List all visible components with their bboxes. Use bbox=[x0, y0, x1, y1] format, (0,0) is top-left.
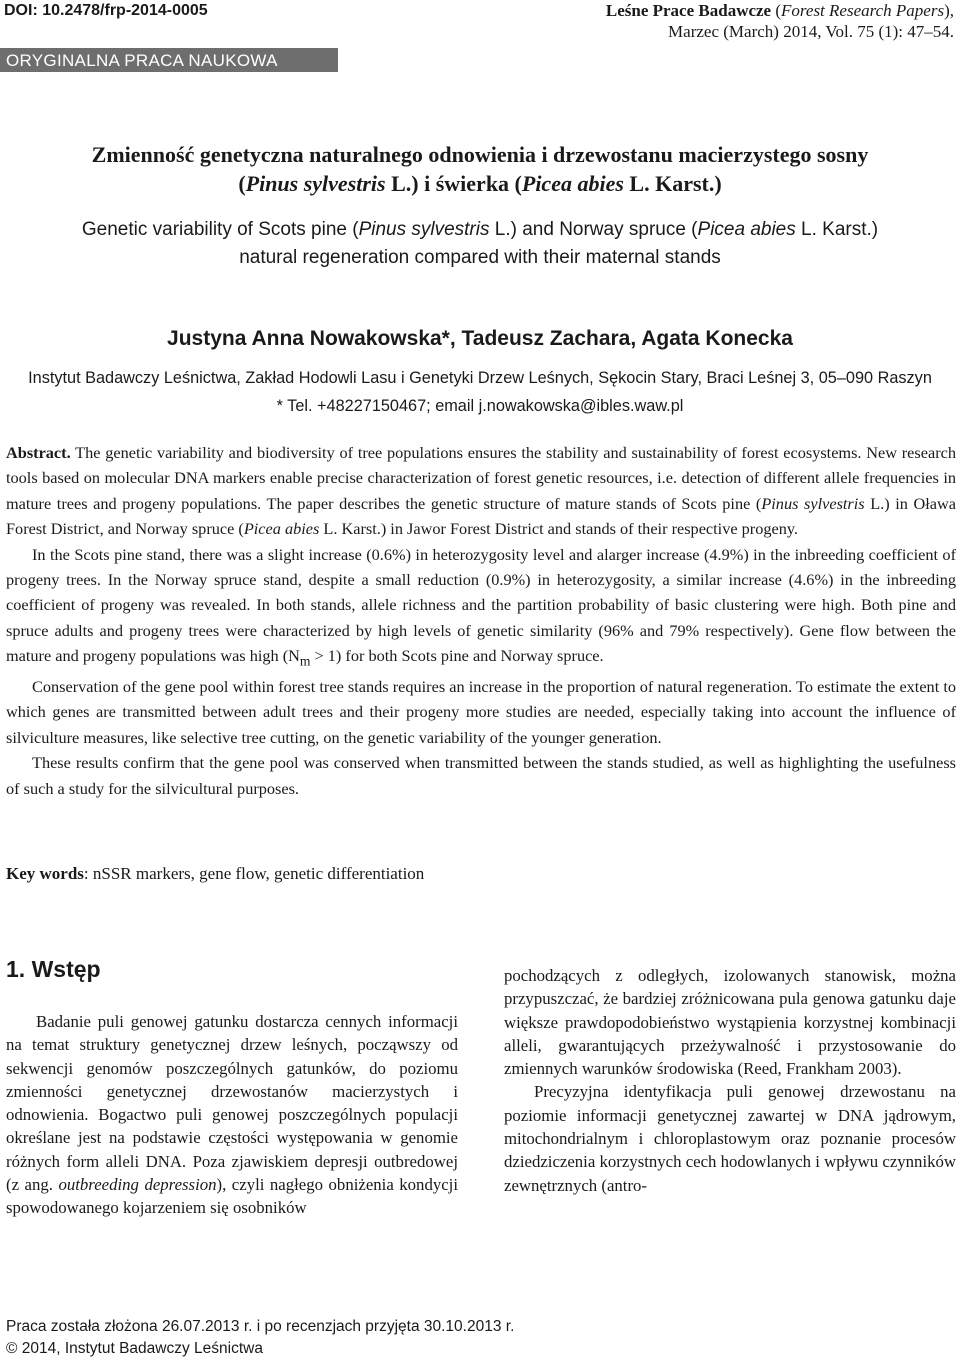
title-en-species-pine: Pinus sylvestris bbox=[358, 219, 490, 240]
title-english-line1 bbox=[0, 216, 960, 244]
abstract-paragraph: Conservation of the gene pool within forest tree stands requires an increase in the proportion of natural regeneration. To estimate the extent to which genes are transmitted between adult trees and their progeny more studies are needed, especially taking into account the influence of silviculture measures, like selective tree cutting, on the genetic variability of the younger generation. bbox=[6, 676, 956, 747]
abstract-paragraph: These results confirm that the gene pool was conserved when transmitted between the stands studied, as well as highlighting the usefulness of such a study for the silvicultural purposes. bbox=[6, 753, 956, 798]
affiliation-block bbox=[0, 364, 960, 420]
abstract-text: In the Scots pine stand, there was a slight increase (0.6%) in heterozygosity level and alarger increase (4.9%) in the inbreeding coefficient of progeny trees. In the Norway spruce stand, despite a small reduction (0.9%) in heterozygosity, a similar increase (4.6%) in the inbreeding coefficient of progeny was revealed. In both stands, allele richness and the partition probability of basic clustering were high. Both pine and spruce adults and progeny trees were characterized by high levels of genetic similarity (96% and 79% respectively). Gene flow between the mature and progeny populations was high (N bbox=[6, 544, 956, 666]
title-polish-line1: Zmienność genetyczna naturalnego odnowienia i drzewostanu macierzystego sosny bbox=[91, 142, 869, 167]
title-english-line2: natural regeneration compared with their maternal stands bbox=[239, 247, 721, 268]
title-pl-species-pine: Pinus sylvestris bbox=[245, 171, 386, 196]
title-en-text: L.) and Norway spruce ( bbox=[489, 219, 698, 240]
body-paragraph bbox=[6, 1010, 458, 1220]
title-en-species-spruce: Picea abies bbox=[697, 219, 796, 240]
journal-title-line: Leśne Prace Badawcze (Forest Research Papers), bbox=[605, 1, 954, 20]
keywords-text: : nSSR markers, gene flow, genetic differentiation bbox=[83, 864, 425, 883]
submission-dates: Praca została złożona 26.07.2013 r. i po recenzjach przyjęta 30.10.2013 r. bbox=[6, 1318, 515, 1335]
title-pl-text: L.) i świerka ( bbox=[385, 171, 522, 196]
title-en-text: L. Karst.) bbox=[795, 219, 879, 240]
section-heading: 1. Wstęp bbox=[6, 956, 101, 982]
abstract-text: L. Karst.) in Jawor Forest District and stands of their respective progeny. bbox=[319, 519, 798, 539]
body-italic-term: outbreeding depression bbox=[58, 1175, 217, 1195]
journal-issue: Marzec (March) 2014, Vol. 75 (1): 47–54. bbox=[668, 22, 954, 41]
journal-name: Leśne Prace Badawcze bbox=[605, 1, 772, 20]
body-paragraph: pochodzących z odległych, izolowanych stanowisk, można przypuszczać, że bardziej zróżnicowana pula genowa gatunku daje większe prawdopodobieństwo wystąpienia korzystnej kombinacji alleli, gwarantujących przeżywalność i przystosowanie do zmiennych warunków środowiska (Reed, Frankham 2003). bbox=[504, 966, 956, 1079]
abstract-paragraph bbox=[6, 440, 956, 542]
article-type-badge: ORYGINALNA PRACA NAUKOWA bbox=[0, 48, 338, 72]
copyright-notice: © 2014, Instytut Badawczy Leśnictwa bbox=[6, 1340, 263, 1357]
body-text: ), czyli nagłego obniżenia kondycji spowodowanego kojarzeniem się osobników bbox=[6, 1175, 458, 1218]
body-column-right bbox=[504, 964, 956, 1197]
title-pl-text: ( bbox=[238, 171, 246, 196]
abstract-text: L.) in Oława Forest District, and Norway spruce ( bbox=[6, 493, 957, 539]
abstract-species-pine: Pinus sylvestris bbox=[761, 493, 865, 513]
abstract-label: Abstract. bbox=[6, 443, 71, 462]
affiliation: Instytut Badawczy Leśnictwa, Zakład Hodowli Lasu i Genetyki Drzew Leśnych, Sękocin Stary, Braci Leśnej 3, 05–090 Raszyn bbox=[28, 369, 932, 387]
journal-citation bbox=[606, 0, 954, 42]
body-column-left bbox=[6, 1010, 458, 1220]
journal-english-name: Forest Research Papers bbox=[781, 1, 945, 20]
abstract-text: > 1) for both Scots pine and Norway spruce. bbox=[310, 646, 604, 666]
abstract-text: The genetic variability and biodiversity of tree populations ensures the stability and sustainability of forest ecosystems. New research tools based on molecular DNA markers enable precise characterization of forest genetic resources, i.e. detection of different allele frequencies in mature trees and progeny populations. The paper describes the genetic structure of mature stands of Scots pine ( bbox=[6, 443, 956, 513]
keywords bbox=[6, 864, 424, 884]
keywords-label: Key words bbox=[6, 864, 84, 883]
title-polish bbox=[0, 140, 960, 198]
title-en-text: Genetic variability of Scots pine ( bbox=[81, 219, 359, 240]
abstract-paragraph bbox=[6, 542, 956, 674]
title-english bbox=[0, 216, 960, 272]
body-text: Badanie puli genowej gatunku dostarcza cennych informacji na temat struktury genetycznej drzew leśnych, począwszy od sekwencji genomów poszczególnych gatunków, do poziomu zmienności genetycznej drzewostanów macierzystych i odnowienia. Bogactwo puli genowej poszczególnych populacji określane jest na podstawie częstości występowania w genomie różnych form alleli DNA. Poza zjawiskiem depresji outbredowej (z ang. bbox=[6, 1012, 458, 1195]
title-polish-line2 bbox=[0, 169, 960, 198]
doi-label: DOI: 10.2478/frp-2014-0005 bbox=[4, 2, 208, 19]
title-pl-text: L. Karst.) bbox=[623, 171, 722, 196]
abstract-species-spruce: Picea abies bbox=[243, 519, 320, 539]
title-pl-species-spruce: Picea abies bbox=[521, 171, 624, 196]
body-paragraph: Precyzyjna identyfikacja puli genowej drzewostanu na poziomie informacji genetycznej zawartej w DNA jądrowym, mitochondrialnym i chloroplastowym oraz poznanie procesów dziedziczenia korzystnych cech hodowlanych i wpływu czynników zewnętrznych (antro- bbox=[504, 1082, 957, 1195]
author-list: Justyna Anna Nowakowska*, Tadeusz Zachara, Agata Konecka bbox=[167, 327, 793, 350]
abstract bbox=[6, 440, 956, 801]
contact-info: * Tel. +48227150467; email j.nowakowska@ibles.waw.pl bbox=[276, 397, 684, 415]
abstract-subscript: m bbox=[299, 653, 311, 669]
